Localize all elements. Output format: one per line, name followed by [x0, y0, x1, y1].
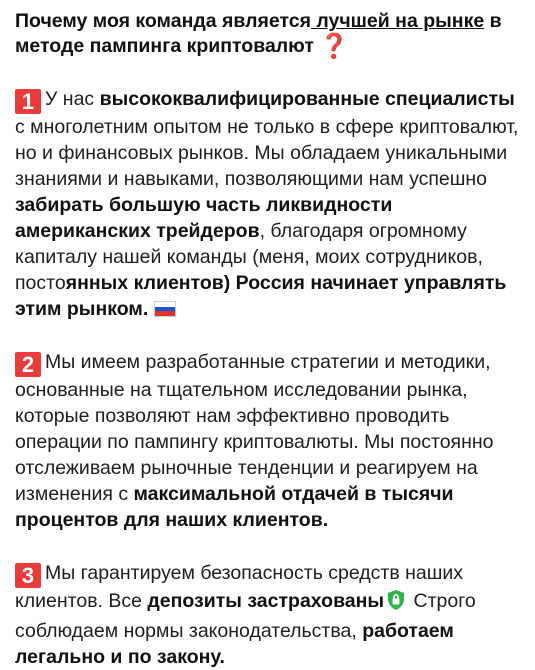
number-3-badge-icon: 3: [15, 563, 41, 588]
russian-flag-icon: [154, 301, 176, 317]
point-1-bold-b: забирать большую часть ликвидности американских трейдеров: [15, 194, 393, 242]
point-2-text-a: Мы имеем разработанные стратегии и методики, основанные на тщательном исследовании рынка, которые позволяют нам эффективно проводить операции по пампингу криптовалюты. Мы постоянно отслеживаем рыночные тенденции и реагируем на изменения с: [15, 351, 494, 505]
number-2-badge-icon: 2: [15, 352, 41, 377]
point-1-text-a: У нас: [45, 88, 100, 110]
point-2-bold-a: максимальной отдачей в тысячи процентов для наших клиентов.: [15, 483, 454, 531]
point-1: [15, 86, 521, 322]
point-1-bold-a: высококвалифицированные специалисты: [99, 88, 515, 110]
point-3: [15, 560, 521, 670]
point-1-text-b: с многолетним опытом не только в сфере криптовалют, но и финансовых рынков. Мы обладаем уникальными знаниями и навыками, позволяющими нам успешно: [15, 116, 519, 190]
point-3-text-b: Строго соблюдаем нормы законодательства,: [15, 590, 476, 642]
point-1-bold-c: янных клиентов) Россия начинает управлять этим рынком.: [15, 272, 507, 320]
title-text-end: в методе пампинга криптовалют: [15, 10, 502, 57]
spacer: [15, 533, 521, 560]
point-1-text-c: , благодаря огромному капиталу нашей команды (меня, моих сотрудников, посто: [15, 220, 483, 294]
post-title: [15, 9, 521, 59]
title-text: Почему моя команда является: [15, 10, 311, 32]
point-2: [15, 349, 521, 533]
spacer: [15, 59, 521, 86]
point-3-text-a: Мы гарантируем безопасность средств наших клиентов. Все: [15, 562, 464, 612]
question-mark-icon: ❓: [319, 33, 350, 60]
point-3-bold-a: депозиты застрахованы: [147, 590, 385, 612]
number-1-badge-icon: 1: [15, 89, 41, 114]
shield-lock-icon: [386, 589, 406, 618]
title-underlined-text: лучшей на рынке: [310, 10, 485, 32]
spacer: [15, 322, 521, 349]
point-3-bold-b: работаем легально и по закону.: [15, 620, 454, 668]
